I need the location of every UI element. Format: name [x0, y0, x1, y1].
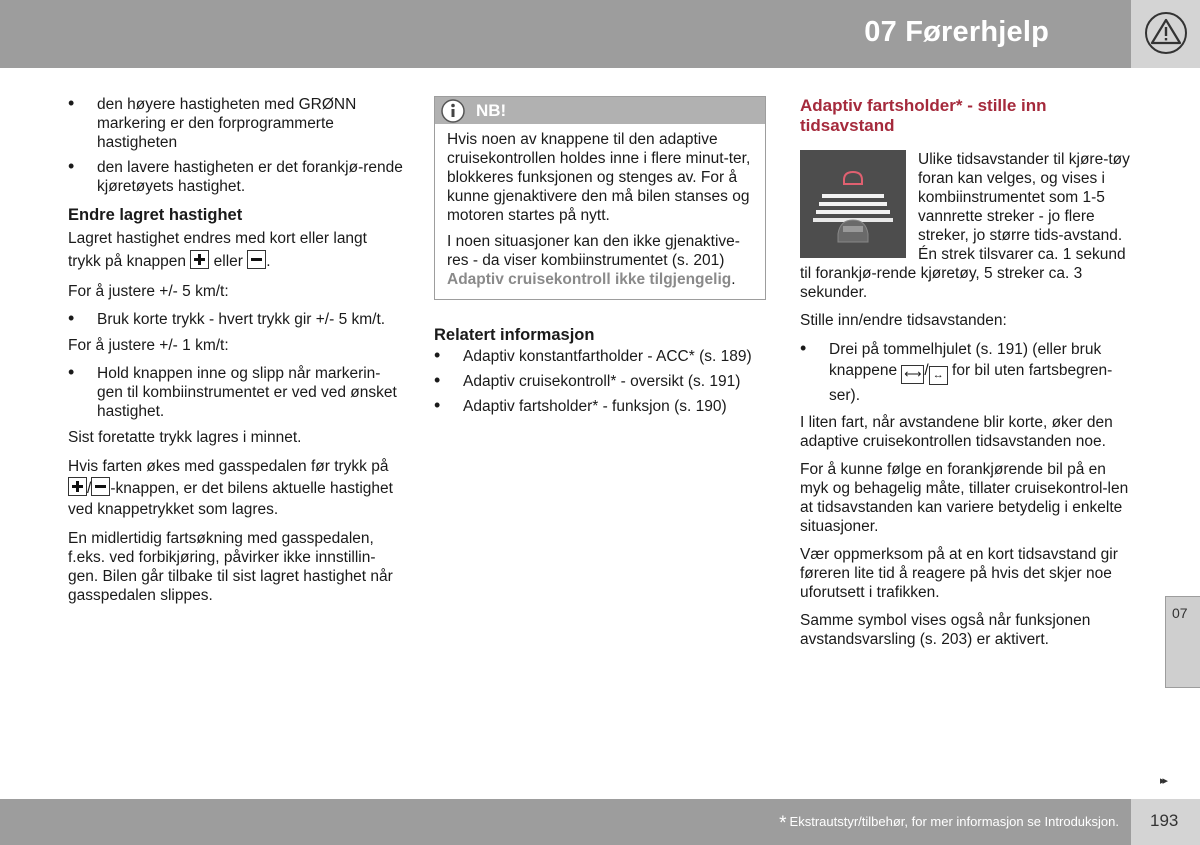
- note-label: NB!: [476, 101, 507, 120]
- related-list: [434, 347, 766, 416]
- text: I noen situasjoner kan den ikke gjenaktive-res - da viser kombiinstrumentet (s. 201): [447, 233, 740, 269]
- list-item: • Hold knappen inne og slipp når markerin-gen til kombiinstrumentet er ved ved ønsket hastighet.: [68, 364, 403, 421]
- long-arrow-button-icon: ⟷: [901, 365, 924, 384]
- list-item: • den høyere hastigheten med GRØNN markering er den forprogrammerte hastigheten: [68, 95, 403, 152]
- minus-button-icon: [91, 477, 110, 496]
- text: Lagret hastighet endres med kort eller langt trykk på knappen: [68, 230, 367, 270]
- paragraph: En midlertidig fartsøkning med gasspedalen, f.eks. ved forbikjøring, påvirker ikke innstillin-gen. Bilen går tilbake til sist lagret hastighet når gasspedalen slippes.: [68, 530, 393, 604]
- page-number: 193: [1150, 811, 1179, 830]
- related-link[interactable]: • Adaptiv cruisekontroll* - oversikt (s. 191): [434, 372, 766, 391]
- short-arrow-button-icon: ↔: [929, 366, 948, 385]
- page-footer: [0, 799, 1131, 845]
- section-heading: Relatert informasjon: [434, 326, 595, 344]
- text: .: [731, 271, 736, 288]
- paragraph: Vær oppmerksom på at en kort tidsavstand gir føreren lite tid å reagere på hvis det skjer noe uforutsett i trafikken.: [800, 546, 1118, 601]
- bullet-list: [800, 339, 1130, 406]
- minus-button-icon: [247, 250, 266, 269]
- list-item: • den lavere hastigheten er det forankjø-rende kjøretøyets hastighet.: [68, 158, 403, 196]
- column-middle: [434, 96, 766, 423]
- note-body: [435, 124, 765, 299]
- bullet-list: [68, 364, 403, 421]
- bullet-list: [68, 310, 403, 329]
- column-right: [800, 96, 1130, 658]
- text: Drei på tommelhjulet (s. 191) (eller bruk knappene: [829, 341, 1102, 379]
- paragraph: Sist foretatte trykk lagres i minnet.: [68, 429, 302, 446]
- warning-triangle-icon: [1144, 11, 1188, 55]
- section-heading: Adaptiv fartsholder* - stille inn tidsavstand: [800, 96, 1047, 135]
- list-item: • Bruk korte trykk - hvert trykk gir +/- 5 km/t.: [68, 310, 403, 329]
- paragraph: For å justere +/- 5 km/t:: [68, 283, 229, 300]
- cross-reference-link[interactable]: Adaptiv cruisekontroll ikke tilgjengelig: [447, 271, 732, 288]
- chapter-title: 07 Førerhjelp: [864, 16, 1049, 48]
- chapter-tab[interactable]: [1165, 596, 1200, 688]
- related-link[interactable]: • Adaptiv fartsholder* - funksjon (s. 190): [434, 397, 766, 416]
- paragraph: I liten fart, når avstandene blir korte, øker den adaptive cruisekontrollen tidsavstanden noe.: [800, 414, 1113, 450]
- section-heading: Endre lagret hastighet: [68, 206, 243, 224]
- text: .: [266, 253, 271, 270]
- paragraph: [68, 227, 403, 273]
- text: for bil uten fartsbegren-ser).: [829, 362, 1113, 404]
- bullet-list: [68, 95, 403, 196]
- text: Hvis farten økes med gasspedalen før trykk på: [68, 458, 389, 475]
- page-number-box: [1131, 799, 1200, 845]
- header-icon-box: [1131, 0, 1200, 68]
- paragraph: [447, 232, 753, 289]
- text: /: [924, 362, 929, 379]
- asterisk: *: [779, 813, 787, 834]
- note-box: [434, 96, 766, 300]
- paragraph: Stille inn/endre tidsavstanden:: [800, 312, 1007, 329]
- next-page-arrows-icon[interactable]: ▸▸: [1160, 775, 1166, 787]
- info-icon: [440, 98, 466, 124]
- text: -knappen, er det bilens aktuelle hastighet ved knappetrykket som lagres.: [68, 480, 393, 518]
- text: eller: [213, 253, 243, 270]
- distance-display-figure: [800, 150, 906, 258]
- paragraph: Ulike tidsavstander til kjøre-tøy foran kan velges, og vises i kombiinstrumentet som 1-5 vannrette streker - jo flere streker, jo større tids-avstand. Én strek tilsvarer ca. 1 sekund til forankjø-rende kjøretøy, 5 streker ca. 3 sekunder.: [800, 151, 1130, 301]
- text: /: [87, 480, 92, 497]
- note-header: [435, 97, 765, 124]
- page-header: [0, 0, 1131, 68]
- paragraph: For å justere +/- 1 km/t:: [68, 337, 229, 354]
- footer-note: [779, 813, 1119, 835]
- list-item: [800, 339, 1130, 406]
- paragraph: [68, 456, 403, 520]
- column-left: [68, 95, 403, 614]
- plus-button-icon: [68, 477, 87, 496]
- plus-button-icon: [190, 250, 209, 269]
- paragraph: Hvis noen av knappene til den adaptive cruisekontrollen holdes inne i flere minut-ter, blokkeres funksjonen og stenges av. For å kunne gjenaktivere den må bilen stanses og motoren startes på nytt.: [447, 131, 751, 224]
- related-link[interactable]: • Adaptiv konstantfartholder - ACC* (s. 189): [434, 347, 766, 366]
- paragraph: Samme symbol vises også når funksjonen avstandsvarsling (s. 203) er aktivert.: [800, 612, 1091, 648]
- time-gap-icon: [800, 150, 906, 258]
- chapter-tab-label: 07: [1172, 605, 1188, 621]
- footer-note-text: Ekstrautstyr/tilbehør, for mer informasjon se Introduksjon.: [789, 814, 1119, 829]
- paragraph: For å kunne følge en forankjørende bil på en myk og behagelig måte, tillater cruisekontrol-len at tidsavstanden kan variere betydelig i enkelte situasjoner.: [800, 461, 1129, 535]
